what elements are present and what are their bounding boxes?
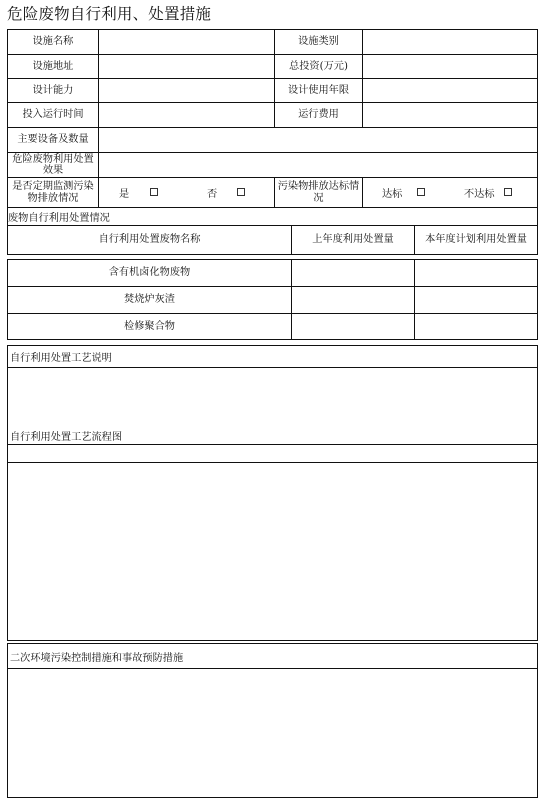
process-description-heading: 自行利用处置工艺说明 [10, 353, 112, 364]
facility-category-field[interactable] [363, 30, 537, 54]
operating-cost-label: 运行费用 [298, 109, 339, 121]
operating-cost-field[interactable] [363, 103, 537, 127]
facility-name-label: 设施名称 [32, 36, 74, 48]
discharge-compliance-label: 污染物排放达标情况 [277, 181, 360, 204]
column-header-last-year: 上年度利用处置量 [312, 234, 394, 246]
total-investment-label: 总投资(万元) [289, 60, 348, 72]
page-title: 危险废物自行利用、处置措施 [7, 5, 212, 23]
facility-address-label: 设施地址 [32, 60, 74, 72]
waste-name-cell: 检修聚合物 [124, 320, 175, 332]
discharge-ok-label: 达标 [382, 189, 403, 200]
monitoring-no-label: 否 [207, 189, 218, 200]
this-year-plan-field[interactable] [415, 314, 537, 339]
monitoring-yes-checkbox[interactable] [150, 188, 158, 196]
design-capacity-field[interactable] [99, 79, 274, 102]
discharge-not-ok-label: 不达标 [464, 189, 495, 200]
total-investment-field[interactable] [363, 55, 537, 78]
this-year-plan-field[interactable] [415, 287, 537, 313]
monitoring-no-checkbox[interactable] [237, 188, 245, 196]
discharge-not-ok-checkbox[interactable] [504, 188, 512, 196]
disposal-effect-label: 危险废物利用处置效果 [12, 153, 94, 176]
column-header-this-year-plan: 本年度计划利用处置量 [425, 234, 527, 246]
column-header-waste-name: 自行利用处置废物名称 [98, 234, 201, 246]
service-life-label: 设计使用年限 [287, 84, 350, 96]
service-life-field[interactable] [363, 79, 537, 102]
monitoring-yes-label: 是 [119, 189, 130, 200]
waste-name-cell: 焚烧炉灰渣 [124, 294, 175, 306]
last-year-amount-field[interactable] [292, 287, 414, 313]
waste-section-heading: 废物自行利用处置情况 [8, 213, 110, 224]
main-equipment-label: 主要设备及数量 [17, 134, 89, 146]
commission-time-label: 投入运行时间 [22, 109, 84, 121]
process-flowchart-area[interactable] [8, 463, 537, 640]
last-year-amount-field[interactable] [292, 260, 414, 286]
this-year-plan-field[interactable] [415, 260, 537, 286]
main-equipment-field[interactable] [99, 128, 537, 152]
commission-time-field[interactable] [99, 103, 274, 127]
discharge-ok-checkbox[interactable] [417, 188, 425, 196]
facility-address-field[interactable] [99, 55, 274, 78]
design-capacity-label: 设计能力 [32, 84, 74, 96]
last-year-amount-field[interactable] [292, 314, 414, 339]
process-description-field[interactable] [8, 368, 537, 426]
monitoring-label: 是否定期监测污染物排放情况 [12, 181, 94, 204]
secondary-pollution-field[interactable] [8, 669, 537, 797]
secondary-pollution-heading: 二次环境污染控制措施和事故预防措施 [10, 652, 184, 664]
process-flowchart-heading: 自行利用处置工艺流程图 [10, 431, 123, 443]
facility-category-label: 设施类别 [298, 36, 339, 48]
disposal-effect-field[interactable] [99, 153, 537, 177]
waste-name-cell: 含有机卤化物废物 [108, 267, 191, 279]
facility-name-field[interactable] [99, 30, 274, 54]
